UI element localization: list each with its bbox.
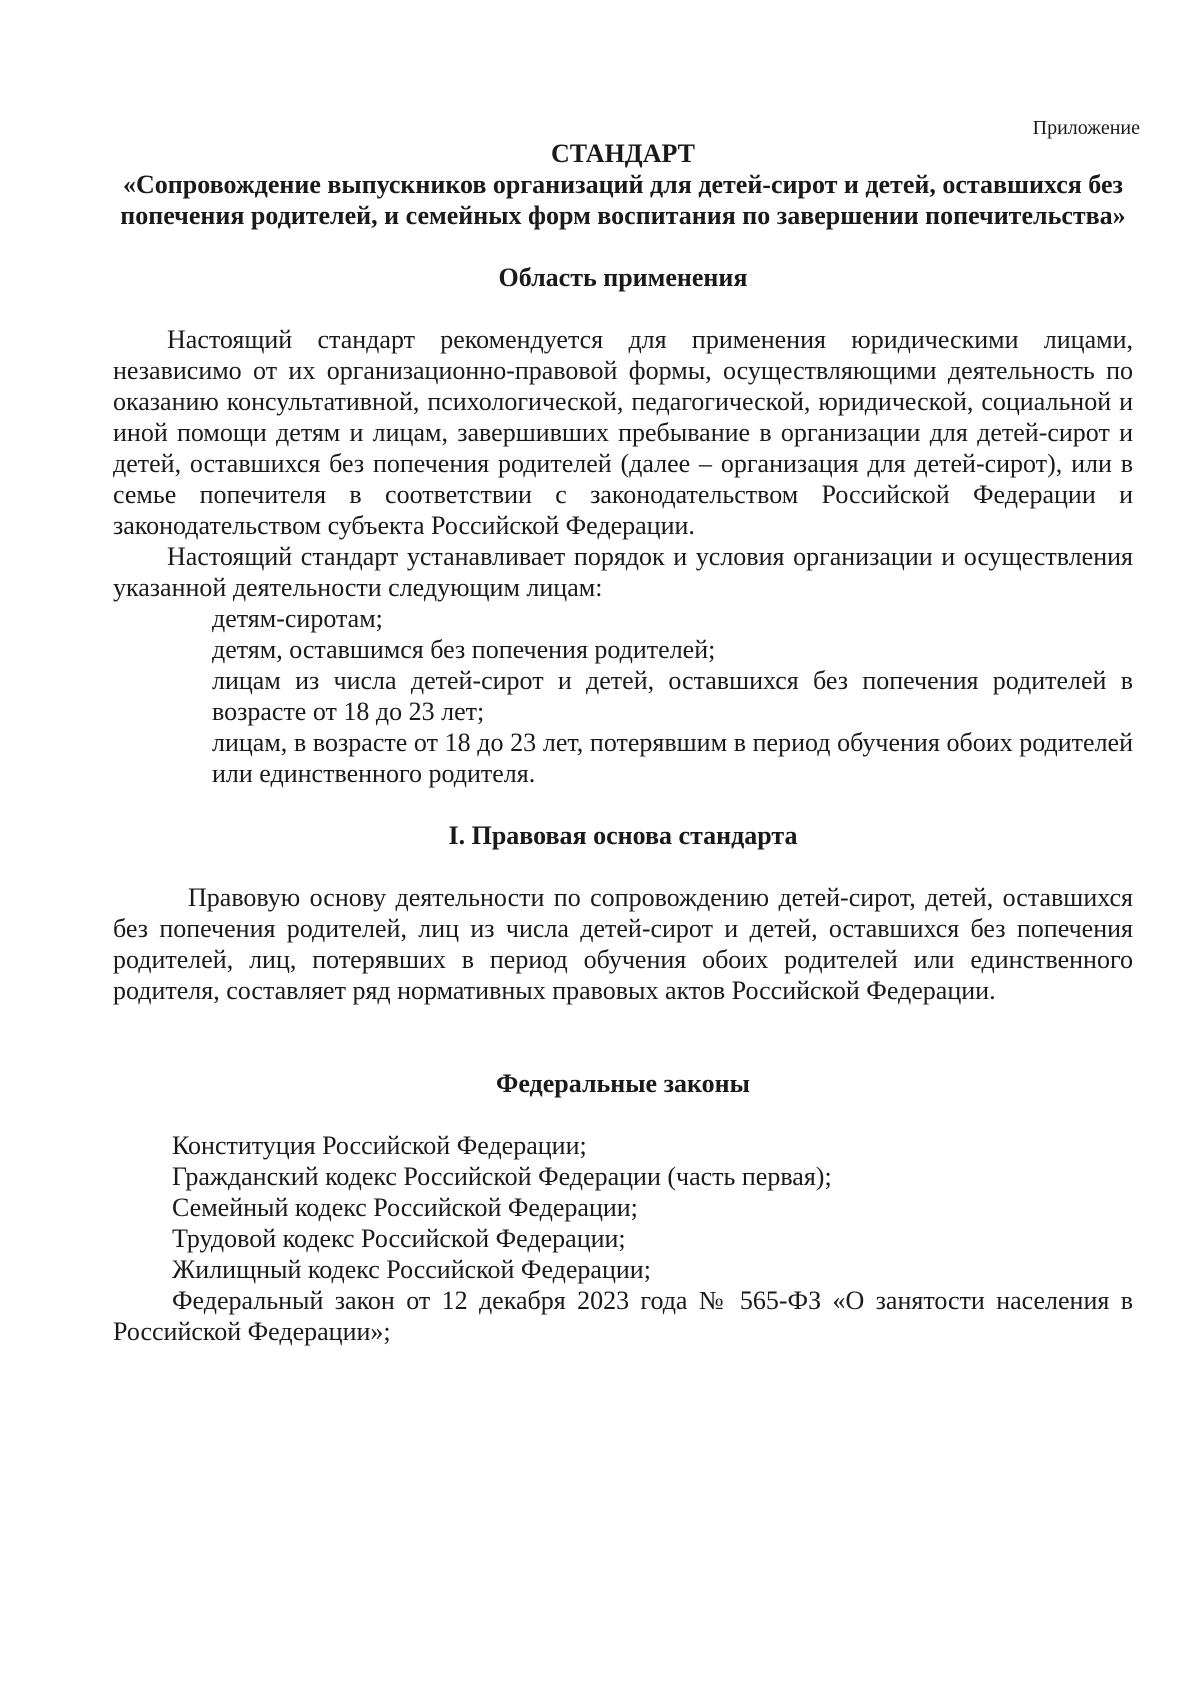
- annex-label: Приложение: [1032, 117, 1140, 139]
- scope-items-list: [113, 603, 1133, 789]
- document-subtitle: «Сопровождение выпускников организаций для детей-сирот и детей, оставшихся без попечения родителей, и семейных форм воспитания по завершении попечительства»: [120, 170, 1126, 230]
- list-item: лицам из числа детей-сирот и детей, оставшихся без попечения родителей в возрасте от 18 до 23 лет;: [212, 666, 1133, 726]
- scope-paragraph-1: Настоящий стандарт рекомендуется для применения юридическими лицами, независимо от их организационно-правовой формы, осуществляющими деятельность по оказанию консультативной, психологической, педагогической, юридической, социальной и иной помощи детям и лицам, завершивших пребывание в организации для детей-сирот и детей, оставшихся без попечения родителей (далее – организация для детей-сирот), или в семье попечителя в соответствии с законодательством Российской Федерации и законодательством субъекта Российской Федерации.: [113, 325, 1133, 540]
- federal-laws-list: [113, 1130, 1133, 1347]
- document-body: [113, 138, 1133, 1347]
- list-item: Трудовой кодекс Российской Федерации;: [172, 1224, 626, 1253]
- list-item: Жилищный кодекс Российской Федерации;: [172, 1255, 651, 1284]
- document-title: СТАНДАРТ: [550, 139, 696, 168]
- federal-laws-heading: Федеральные законы: [496, 1069, 750, 1098]
- scope-paragraph-2: Настоящий стандарт устанавливает порядок и условия организации и осуществления указанной деятельности следующим лицам:: [113, 542, 1133, 602]
- scope-heading: Область применения: [498, 263, 748, 292]
- list-item: Гражданский кодекс Российской Федерации (часть первая);: [172, 1162, 832, 1191]
- list-item: лицам, в возрасте от 18 до 23 лет, потерявшим в период обучения обоих родителей или единственного родителя.: [212, 728, 1133, 788]
- list-item: Конституция Российской Федерации;: [172, 1131, 587, 1160]
- list-item: Федеральный закон от 12 декабря 2023 года № 565-ФЗ «О занятости населения в Российской Федерации»;: [113, 1286, 1133, 1346]
- list-item: детям-сиротам;: [212, 604, 383, 633]
- legal-paragraph: Правовую основу деятельности по сопровождению детей-сирот, детей, оставшихся без попечения родителей, лиц из числа детей-сирот и детей, оставшихся без попечения родителей, лиц, потерявших в период обучения обоих родителей или единственного родителя, составляет ряд нормативных правовых актов Российской Федерации.: [113, 883, 1133, 1005]
- list-item: детям, оставшимся без попечения родителей;: [212, 635, 716, 664]
- list-item: Семейный кодекс Российской Федерации;: [172, 1193, 638, 1222]
- legal-heading: I. Правовая основа стандарта: [448, 821, 798, 850]
